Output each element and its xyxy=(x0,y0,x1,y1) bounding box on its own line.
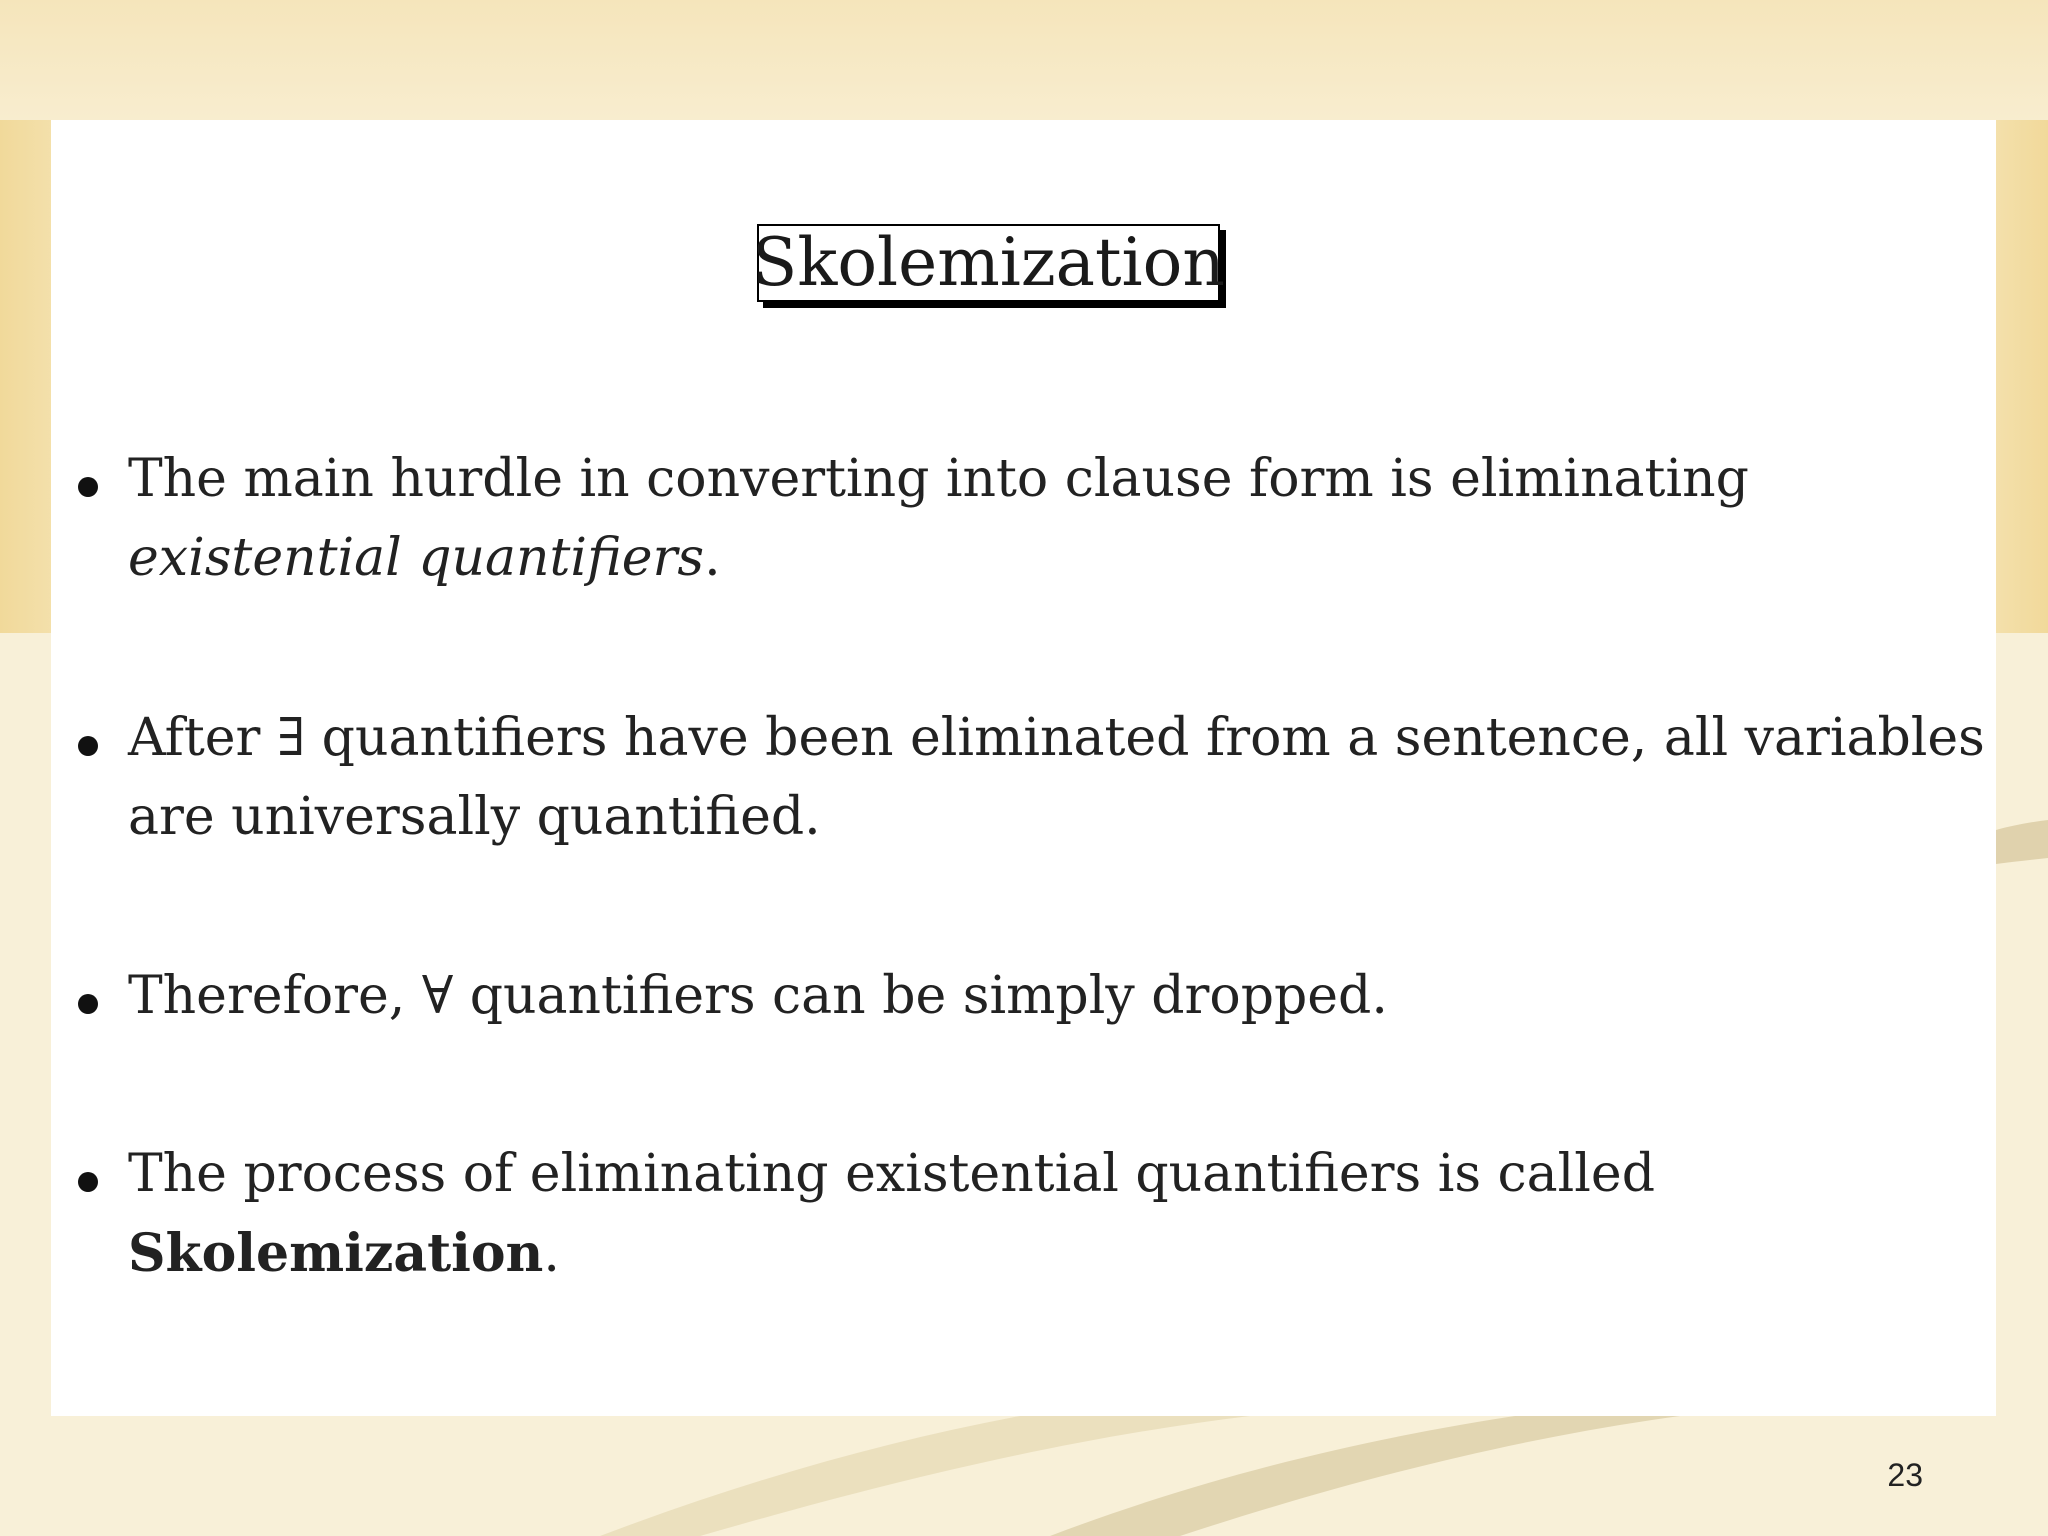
bullet-text xyxy=(128,699,1988,857)
bullet-line xyxy=(128,519,1988,598)
bullet-line: are universally quantified. xyxy=(128,787,821,847)
slide-title: Skolemization xyxy=(752,224,1225,301)
bullet-dot-icon xyxy=(78,1172,98,1192)
slide-title-box xyxy=(752,224,1225,302)
bullet-text xyxy=(128,957,1988,1036)
bullet-text xyxy=(128,440,1988,598)
bullet-line xyxy=(128,1214,1988,1293)
bullet-text xyxy=(128,1135,1988,1293)
bullet-line: Therefore, ∀ quantifiers can be simply dropped. xyxy=(128,966,1388,1026)
punctuation: . xyxy=(704,528,721,588)
bullet-dot-icon xyxy=(78,477,98,497)
bullet-dot-icon xyxy=(78,736,98,756)
bullet-line: After ∃ quantifiers have been eliminated from a sentence, all variables xyxy=(128,708,1985,768)
bullet-line: The main hurdle in converting into clause form is eliminating xyxy=(128,449,1749,509)
page-number: 23 xyxy=(1887,1457,1923,1493)
background-top-strip xyxy=(0,0,2048,120)
bullet-line: The process of eliminating existential quantifiers is called xyxy=(128,1144,1655,1204)
bold-term: Skolemization xyxy=(128,1223,544,1284)
italic-term: existential quantifiers xyxy=(128,528,705,588)
punctuation: . xyxy=(543,1224,560,1284)
bullet-dot-icon xyxy=(78,994,98,1014)
